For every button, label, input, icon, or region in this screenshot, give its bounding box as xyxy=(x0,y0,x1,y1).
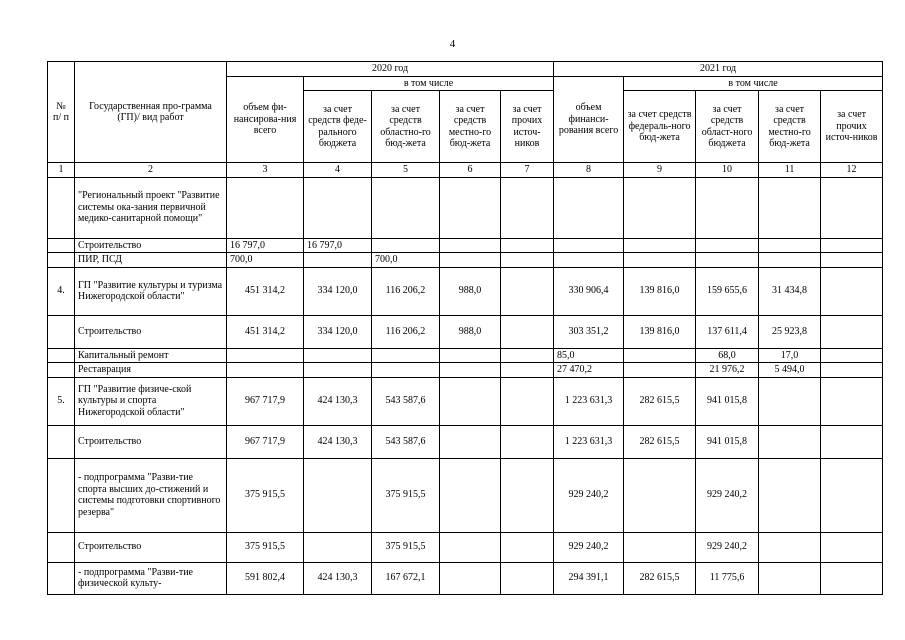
cell-2021-federal: 282 615,5 xyxy=(624,562,696,594)
cell-2021-regional xyxy=(696,253,759,268)
cell-2021-federal xyxy=(624,253,696,268)
cell-2021-total: 85,0 xyxy=(554,348,624,363)
cell-2021-total xyxy=(554,177,624,238)
cell-2020-local xyxy=(440,253,501,268)
cell-2020-total: 591 802,4 xyxy=(227,562,304,594)
row-name: Строительство xyxy=(75,532,227,562)
header-2021-including: в том числе xyxy=(624,76,883,91)
column-number-row xyxy=(48,163,883,178)
cell-2021-federal xyxy=(624,177,696,238)
header-2021-regional: за счет средств област-ного бюджета xyxy=(696,91,759,163)
cell-2020-local: 988,0 xyxy=(440,267,501,315)
header-2021-federal: за счет средств федераль-ного бюд-жета xyxy=(624,91,696,163)
cell-2020-federal: 334 120,0 xyxy=(304,315,372,348)
cell-2020-other xyxy=(501,267,554,315)
table-row xyxy=(48,425,883,458)
header-year-2021: 2021 год xyxy=(554,62,883,77)
cell-2020-federal: 16 797,0 xyxy=(304,238,372,253)
table-row xyxy=(48,253,883,268)
cell-2020-other xyxy=(501,348,554,363)
cell-2021-regional: 11 775,6 xyxy=(696,562,759,594)
cell-2020-federal xyxy=(304,348,372,363)
cell-2021-total xyxy=(554,253,624,268)
cell-2020-total xyxy=(227,177,304,238)
cell-2020-total: 967 717,9 xyxy=(227,425,304,458)
row-number xyxy=(48,253,75,268)
header-2021-total: объем финанси-рования всего xyxy=(554,76,624,163)
row-name: "Региональный проект "Развитие системы ока-зания первичной медико-санитарной помощи" xyxy=(75,177,227,238)
cell-2021-other xyxy=(821,425,883,458)
cell-2021-federal: 139 816,0 xyxy=(624,267,696,315)
column-number: 8 xyxy=(554,163,624,178)
cell-2020-total xyxy=(227,363,304,378)
cell-2021-local: 25 923,8 xyxy=(759,315,821,348)
cell-2020-regional: 116 206,2 xyxy=(372,267,440,315)
row-name: Реставрация xyxy=(75,363,227,378)
cell-2021-regional: 941 015,8 xyxy=(696,425,759,458)
cell-2021-regional: 929 240,2 xyxy=(696,458,759,532)
cell-2021-local: 17,0 xyxy=(759,348,821,363)
cell-2020-federal xyxy=(304,177,372,238)
cell-2021-local xyxy=(759,238,821,253)
row-number xyxy=(48,363,75,378)
cell-2020-regional xyxy=(372,177,440,238)
column-number: 5 xyxy=(372,163,440,178)
cell-2020-other xyxy=(501,238,554,253)
header-2020-total: объем фи-нансирова-ния всего xyxy=(227,76,304,163)
cell-2020-total: 700,0 xyxy=(227,253,304,268)
cell-2020-local: 988,0 xyxy=(440,315,501,348)
row-name: - подпрограмма "Разви-тие спорта высших до-стижений и системы подготовки спортивного резерва" xyxy=(75,458,227,532)
column-number: 6 xyxy=(440,163,501,178)
cell-2021-federal xyxy=(624,458,696,532)
cell-2021-total: 303 351,2 xyxy=(554,315,624,348)
cell-2021-other xyxy=(821,348,883,363)
cell-2020-other xyxy=(501,315,554,348)
cell-2021-local xyxy=(759,532,821,562)
cell-2021-other xyxy=(821,267,883,315)
header-number: № п/ п xyxy=(48,62,75,163)
column-number: 7 xyxy=(501,163,554,178)
cell-2021-local: 5 494,0 xyxy=(759,363,821,378)
column-number: 10 xyxy=(696,163,759,178)
cell-2021-regional: 929 240,2 xyxy=(696,532,759,562)
cell-2020-regional: 167 672,1 xyxy=(372,562,440,594)
cell-2020-other xyxy=(501,425,554,458)
cell-2021-federal xyxy=(624,532,696,562)
table-row xyxy=(48,532,883,562)
cell-2021-federal: 282 615,5 xyxy=(624,425,696,458)
cell-2020-regional: 375 915,5 xyxy=(372,532,440,562)
cell-2021-other xyxy=(821,238,883,253)
cell-2020-federal xyxy=(304,363,372,378)
cell-2021-federal: 282 615,5 xyxy=(624,377,696,425)
cell-2020-regional: 375 915,5 xyxy=(372,458,440,532)
cell-2021-regional: 137 611,4 xyxy=(696,315,759,348)
header-2020-regional: за счет средств областно-го бюд-жета xyxy=(372,91,440,163)
cell-2020-local xyxy=(440,363,501,378)
cell-2020-regional: 543 587,6 xyxy=(372,377,440,425)
cell-2020-total: 16 797,0 xyxy=(227,238,304,253)
cell-2020-federal: 424 130,3 xyxy=(304,377,372,425)
cell-2020-regional: 700,0 xyxy=(372,253,440,268)
cell-2021-local xyxy=(759,377,821,425)
cell-2021-local xyxy=(759,425,821,458)
cell-2021-other xyxy=(821,562,883,594)
row-name: ГП "Развитие физиче-ской культуры и спорта Нижегородской области" xyxy=(75,377,227,425)
table-row xyxy=(48,267,883,315)
cell-2021-regional: 159 655,6 xyxy=(696,267,759,315)
cell-2021-total: 27 470,2 xyxy=(554,363,624,378)
page-number: 4 xyxy=(449,38,456,50)
cell-2021-federal xyxy=(624,238,696,253)
cell-2021-other xyxy=(821,253,883,268)
table-row xyxy=(48,238,883,253)
header-2020-local: за счет средств местно-го бюд-жета xyxy=(440,91,501,163)
cell-2020-local xyxy=(440,562,501,594)
column-number: 11 xyxy=(759,163,821,178)
cell-2021-local: 31 434,8 xyxy=(759,267,821,315)
cell-2021-total: 1 223 631,3 xyxy=(554,425,624,458)
table-row xyxy=(48,315,883,348)
cell-2021-total: 294 391,1 xyxy=(554,562,624,594)
row-number xyxy=(48,177,75,238)
cell-2020-federal xyxy=(304,532,372,562)
cell-2020-local xyxy=(440,425,501,458)
cell-2020-total: 375 915,5 xyxy=(227,458,304,532)
cell-2020-other xyxy=(501,363,554,378)
cell-2020-total: 967 717,9 xyxy=(227,377,304,425)
row-number xyxy=(48,315,75,348)
row-name: ПИР, ПСД xyxy=(75,253,227,268)
row-number xyxy=(48,425,75,458)
cell-2020-total: 451 314,2 xyxy=(227,267,304,315)
cell-2020-federal: 424 130,3 xyxy=(304,562,372,594)
row-number xyxy=(48,348,75,363)
cell-2021-total xyxy=(554,238,624,253)
cell-2021-regional: 21 976,2 xyxy=(696,363,759,378)
table-row xyxy=(48,363,883,378)
row-name: - подпрограмма "Разви-тие физической культу- xyxy=(75,562,227,594)
cell-2020-other xyxy=(501,458,554,532)
column-number: 4 xyxy=(304,163,372,178)
column-number: 9 xyxy=(624,163,696,178)
table-row xyxy=(48,177,883,238)
cell-2020-regional xyxy=(372,363,440,378)
column-number: 12 xyxy=(821,163,883,178)
header-program: Государственная про-грамма (ГП)/ вид работ xyxy=(75,62,227,163)
cell-2021-local xyxy=(759,177,821,238)
cell-2021-regional xyxy=(696,238,759,253)
cell-2020-regional: 116 206,2 xyxy=(372,315,440,348)
cell-2020-federal xyxy=(304,253,372,268)
row-number: 4. xyxy=(48,267,75,315)
cell-2021-other xyxy=(821,458,883,532)
cell-2020-local xyxy=(440,377,501,425)
cell-2021-other xyxy=(821,363,883,378)
table-row xyxy=(48,348,883,363)
header-2020-other: за счет прочих источ-ников xyxy=(501,91,554,163)
cell-2021-federal xyxy=(624,348,696,363)
cell-2020-regional: 543 587,6 xyxy=(372,425,440,458)
cell-2021-federal xyxy=(624,363,696,378)
column-number: 1 xyxy=(48,163,75,178)
cell-2020-other xyxy=(501,532,554,562)
cell-2021-regional xyxy=(696,177,759,238)
cell-2020-regional xyxy=(372,348,440,363)
cell-2021-regional: 941 015,8 xyxy=(696,377,759,425)
cell-2020-regional xyxy=(372,238,440,253)
header-2020-federal: за счет средств феде-рального бюджета xyxy=(304,91,372,163)
cell-2021-total: 929 240,2 xyxy=(554,532,624,562)
header-year-2020: 2020 год xyxy=(227,62,554,77)
cell-2020-local xyxy=(440,458,501,532)
cell-2020-total: 375 915,5 xyxy=(227,532,304,562)
cell-2021-other xyxy=(821,532,883,562)
header-2021-other: за счет прочих источ-ников xyxy=(821,91,883,163)
row-name: Строительство xyxy=(75,315,227,348)
cell-2021-total: 1 223 631,3 xyxy=(554,377,624,425)
table-row xyxy=(48,377,883,425)
row-number xyxy=(48,458,75,532)
cell-2020-federal: 424 130,3 xyxy=(304,425,372,458)
table-row xyxy=(48,562,883,594)
row-name: Строительство xyxy=(75,425,227,458)
row-name: ГП "Развитие культуры и туризма Нижегородской области" xyxy=(75,267,227,315)
cell-2020-local xyxy=(440,532,501,562)
header-2021-local: за счет средств местно-го бюд-жета xyxy=(759,91,821,163)
cell-2021-local xyxy=(759,562,821,594)
header-2020-including: в том числе xyxy=(304,76,554,91)
cell-2020-local xyxy=(440,348,501,363)
cell-2020-other xyxy=(501,253,554,268)
cell-2021-total: 929 240,2 xyxy=(554,458,624,532)
financing-table xyxy=(47,61,883,595)
column-number: 3 xyxy=(227,163,304,178)
cell-2021-other xyxy=(821,315,883,348)
cell-2020-total: 451 314,2 xyxy=(227,315,304,348)
cell-2020-federal: 334 120,0 xyxy=(304,267,372,315)
cell-2020-local xyxy=(440,238,501,253)
row-name: Строительство xyxy=(75,238,227,253)
table-row xyxy=(48,458,883,532)
cell-2021-other xyxy=(821,177,883,238)
cell-2021-local xyxy=(759,253,821,268)
column-number: 2 xyxy=(75,163,227,178)
cell-2020-other xyxy=(501,177,554,238)
row-number xyxy=(48,562,75,594)
cell-2021-other xyxy=(821,377,883,425)
cell-2020-other xyxy=(501,377,554,425)
row-number xyxy=(48,532,75,562)
row-number xyxy=(48,238,75,253)
cell-2021-regional: 68,0 xyxy=(696,348,759,363)
cell-2020-federal xyxy=(304,458,372,532)
cell-2021-federal: 139 816,0 xyxy=(624,315,696,348)
cell-2021-total: 330 906,4 xyxy=(554,267,624,315)
cell-2020-other xyxy=(501,562,554,594)
cell-2020-total xyxy=(227,348,304,363)
row-number: 5. xyxy=(48,377,75,425)
cell-2021-local xyxy=(759,458,821,532)
cell-2020-local xyxy=(440,177,501,238)
row-name: Капитальный ремонт xyxy=(75,348,227,363)
